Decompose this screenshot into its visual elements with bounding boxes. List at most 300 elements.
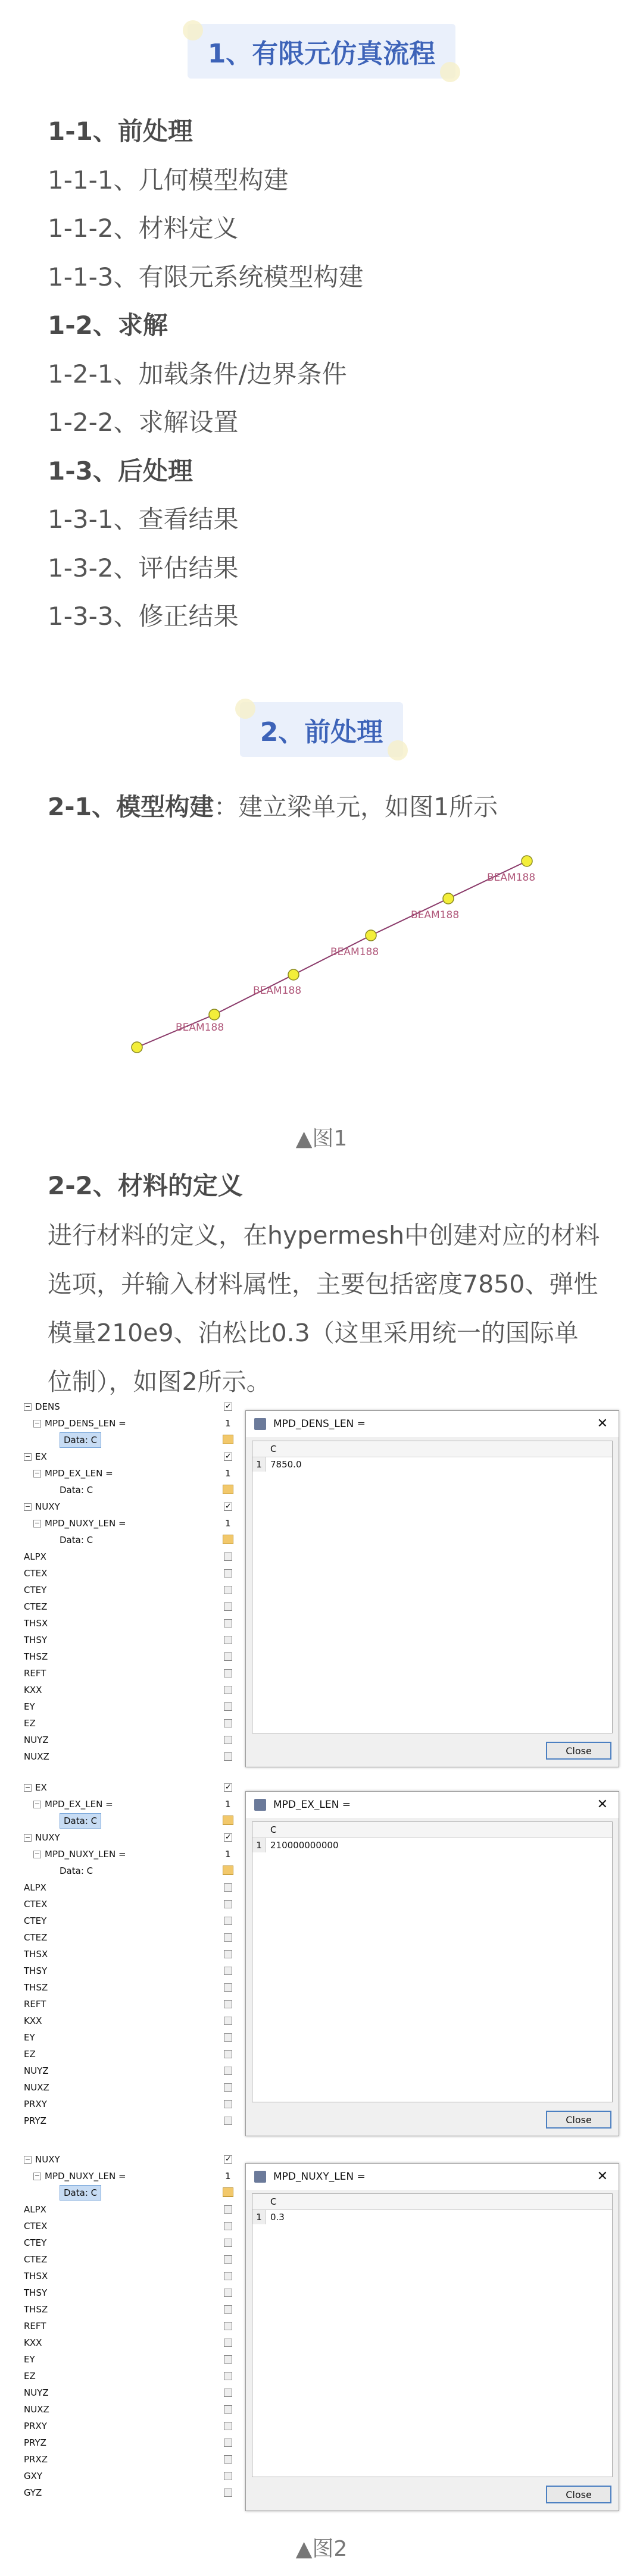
table-icon xyxy=(254,2171,266,2183)
material-heading: 2-2、材料的定义 xyxy=(48,1171,243,1200)
column-header: C xyxy=(252,2194,612,2210)
tree-row-label xyxy=(24,1929,47,1946)
beam-element-label: BEAM188 xyxy=(487,872,536,884)
tree-label-text: EX xyxy=(35,1782,47,1793)
tree-label-text: Data: C xyxy=(64,2187,98,2198)
tree-label-text: PRXZ xyxy=(24,2454,48,2465)
tree-row[interactable] xyxy=(24,1748,244,1765)
tree-label-text: MPD_EX_LEN = xyxy=(45,1799,113,1810)
tree-label-text: THSZ xyxy=(24,1651,48,1662)
beam-node[interactable] xyxy=(132,1042,142,1053)
beam-node[interactable] xyxy=(522,856,532,866)
checkbox[interactable] xyxy=(224,2422,232,2430)
tree-label-text: MPD_NUXY_LEN = xyxy=(45,2171,126,2181)
tree-row-label xyxy=(24,1913,46,1929)
beam-node[interactable] xyxy=(288,969,299,980)
tree-label-text: CTEZ xyxy=(24,1601,48,1612)
tree-row-label xyxy=(60,1432,101,1448)
tree-row[interactable] xyxy=(24,1796,244,1813)
tree-row-label xyxy=(24,2218,47,2234)
beam-element-label: BEAM188 xyxy=(176,1022,224,1034)
tree-row[interactable] xyxy=(24,1465,244,1482)
table-edit-icon[interactable] xyxy=(223,2187,233,2197)
checkbox[interactable] xyxy=(224,1586,232,1594)
beam-node[interactable] xyxy=(209,1009,220,1020)
checkbox[interactable] xyxy=(224,1619,232,1627)
checkbox[interactable] xyxy=(224,1917,232,1925)
tree-row-label xyxy=(24,2079,49,2096)
grid-row[interactable] xyxy=(252,2210,612,2224)
cell-value[interactable]: 210000000000 xyxy=(270,1840,339,1851)
tree-label-text: PRYZ xyxy=(24,2437,46,2448)
tree-row-label xyxy=(24,1498,60,1515)
tree-row-label xyxy=(33,1796,113,1813)
material-paragraph: 进行材料的定义，在hypermesh中创建对应的材料选项，并输入材料属性，主要包括密度7850、弹性模量210e9、泊松比0.3（这里采用统一的国际单位制），如图2所示。 xyxy=(48,1221,600,1396)
tree-label-text: KXX xyxy=(24,2337,42,2348)
tree-row-label xyxy=(24,2401,49,2418)
tree-row-label xyxy=(24,2112,46,2129)
tree-row-label xyxy=(24,1946,48,1962)
data-dialog xyxy=(245,1410,619,1767)
tree-row[interactable] xyxy=(24,1582,244,1598)
checkbox[interactable] xyxy=(224,2222,232,2230)
tree-row[interactable] xyxy=(24,2284,244,2301)
tree-label-text: Data: C xyxy=(64,1816,98,1826)
tree-label-text: MPD_DENS_LEN = xyxy=(45,1418,126,1429)
tree-label-text: ALPX xyxy=(24,1551,46,1562)
tree-row[interactable] xyxy=(24,1532,244,1548)
tree-row-label xyxy=(24,1598,47,1615)
figure1-caption: ▲图1 xyxy=(295,1126,348,1151)
tree-row[interactable] xyxy=(24,1615,244,1632)
tree-row[interactable] xyxy=(24,1482,244,1498)
tree-row-label xyxy=(60,1813,101,1829)
tree-label-text: KXX xyxy=(24,2015,42,2026)
tree-row[interactable] xyxy=(24,1896,244,1913)
checkbox[interactable] xyxy=(224,1950,232,1958)
tree-label-text: EZ xyxy=(24,2371,36,2381)
table-edit-icon[interactable] xyxy=(223,1816,233,1825)
figure2-caption: ▲图2 xyxy=(295,2537,348,2561)
tree-row[interactable] xyxy=(24,2012,244,2029)
tree-row-label xyxy=(33,1515,126,1532)
toc-item: 1-1-2、材料定义 xyxy=(48,214,239,243)
length-value: 1 xyxy=(225,2171,231,2181)
tree-row-label xyxy=(33,2168,126,2184)
tree-row-label xyxy=(24,2151,60,2168)
tree-label-text: NUXZ xyxy=(24,2404,49,2415)
close-icon[interactable]: ✕ xyxy=(597,1416,608,1431)
checkbox[interactable] xyxy=(224,2155,232,2164)
checkbox[interactable] xyxy=(224,1602,232,1611)
collapse-icon[interactable]: − xyxy=(34,1419,40,1427)
tree-label-text: Data: C xyxy=(60,1866,93,1876)
tree-row-label xyxy=(24,1548,46,1565)
close-button[interactable]: Close xyxy=(546,1742,611,1760)
tree-label-text: PRXY xyxy=(24,2099,47,2109)
tree-row[interactable] xyxy=(24,2368,244,2384)
tree-row[interactable] xyxy=(24,1682,244,1698)
table-edit-icon[interactable] xyxy=(223,1535,233,1544)
tree-label-text: NUYZ xyxy=(24,2387,49,2398)
tree-row[interactable] xyxy=(24,2434,244,2451)
tree-row-label xyxy=(24,1565,47,1582)
tree-row[interactable] xyxy=(24,2468,244,2484)
checkbox[interactable] xyxy=(224,1652,232,1661)
tree-row-label xyxy=(60,1863,93,1879)
checkbox[interactable] xyxy=(224,2017,232,2025)
checkbox[interactable] xyxy=(224,1719,232,1727)
checkbox[interactable] xyxy=(224,2455,232,2464)
tree-row-label xyxy=(33,1846,126,1863)
column-header: C xyxy=(252,1822,612,1838)
tree-label-text: GYZ xyxy=(24,2487,42,2498)
tree-label-text: EY xyxy=(24,2354,35,2365)
data-dialog xyxy=(245,2163,619,2511)
tree-row-label xyxy=(24,1682,42,1698)
collapse-icon[interactable]: − xyxy=(34,2172,40,2180)
tree-row[interactable] xyxy=(24,1946,244,1962)
tree-row[interactable] xyxy=(24,1879,244,1896)
tree-row-label xyxy=(33,1465,113,1482)
tree-row[interactable] xyxy=(24,1598,244,1615)
tree-row[interactable] xyxy=(24,1979,244,1996)
tree-label-text: KXX xyxy=(24,1685,42,1695)
tree-row-label xyxy=(24,2334,42,2351)
tree-label-text: ALPX xyxy=(24,2204,46,2215)
checkbox[interactable] xyxy=(224,1752,232,1761)
tree-row[interactable] xyxy=(24,2201,244,2218)
checkbox[interactable] xyxy=(224,1933,232,1942)
toc-item: 1-1、前处理 xyxy=(48,117,193,146)
checkbox[interactable] xyxy=(224,2083,232,2092)
tree-row[interactable] xyxy=(24,1813,244,1829)
length-value: 1 xyxy=(225,1468,231,1479)
tree-row[interactable] xyxy=(24,1829,244,1846)
tree-row[interactable] xyxy=(24,1913,244,1929)
dialog-title: MPD_NUXY_LEN = xyxy=(273,2171,366,2183)
row-number: 1 xyxy=(252,1457,266,1472)
material-tree xyxy=(24,1779,244,2136)
tree-label-text: Data: C xyxy=(60,1535,93,1545)
length-value: 1 xyxy=(225,1418,231,1429)
tree-row[interactable] xyxy=(24,2062,244,2079)
tree-row[interactable] xyxy=(24,1498,244,1515)
tree-row[interactable] xyxy=(24,1715,244,1732)
tree-row-label xyxy=(24,1996,46,2012)
beam-node[interactable] xyxy=(443,893,454,904)
collapse-icon[interactable]: − xyxy=(24,1453,31,1460)
tree-row[interactable] xyxy=(24,2079,244,2096)
tree-row-label xyxy=(24,1979,48,1996)
tree-label-text: THSY xyxy=(24,2287,48,2298)
checkbox[interactable] xyxy=(224,1686,232,1694)
checkbox[interactable] xyxy=(224,1553,232,1561)
tree-row[interactable] xyxy=(24,2301,244,2318)
tree-row-label xyxy=(24,1896,47,1913)
tree-row[interactable] xyxy=(24,1448,244,1465)
tree-label-text: MPD_NUXY_LEN = xyxy=(45,1518,126,1529)
checkbox[interactable] xyxy=(224,1833,232,1842)
checkbox[interactable] xyxy=(224,2355,232,2364)
tree-label-text: Data: C xyxy=(64,1435,98,1445)
tree-row-label xyxy=(24,2234,46,2251)
tree-row-label xyxy=(24,1715,36,1732)
tree-row[interactable] xyxy=(24,2318,244,2334)
cell-value[interactable]: 7850.0 xyxy=(270,1459,302,1470)
checkbox[interactable] xyxy=(224,2289,232,2297)
toc-item: 1-3-3、修正结果 xyxy=(48,602,239,631)
tree-row[interactable] xyxy=(24,1698,244,1715)
tree-row-label xyxy=(24,2468,42,2484)
tree-label-text: CTEY xyxy=(24,1585,47,1595)
tree-row-label xyxy=(24,1665,46,1682)
tree-label-text: THSY xyxy=(24,1965,48,1976)
data-dialog xyxy=(245,1791,619,2136)
tree-row[interactable] xyxy=(24,2046,244,2062)
dialog-title: MPD_DENS_LEN = xyxy=(273,1418,366,1430)
checkbox[interactable] xyxy=(224,1967,232,1975)
tree-row-label xyxy=(24,2301,48,2318)
row-number: 1 xyxy=(252,2210,266,2224)
data-grid xyxy=(252,2193,613,2477)
dialog-titlebar xyxy=(246,2164,619,2190)
tree-row[interactable] xyxy=(24,2151,244,2168)
tree-row[interactable] xyxy=(24,2484,244,2501)
checkbox[interactable] xyxy=(224,2305,232,2314)
checkbox[interactable] xyxy=(224,2372,232,2380)
checkbox[interactable] xyxy=(224,1453,232,1461)
tree-row[interactable] xyxy=(24,1432,244,1448)
tree-label-text: REFT xyxy=(24,1668,46,1679)
checkbox[interactable] xyxy=(224,1569,232,1577)
checkbox[interactable] xyxy=(224,2205,232,2214)
close-button[interactable]: Close xyxy=(546,2111,611,2129)
close-icon[interactable]: ✕ xyxy=(597,2169,608,2184)
section1-title xyxy=(0,24,643,79)
tree-label-text: DENS xyxy=(35,1401,60,1412)
tree-row-label xyxy=(24,1648,48,1665)
toc-item: 1-2、求解 xyxy=(48,311,168,340)
collapse-icon[interactable]: − xyxy=(24,1403,31,1410)
tree-row[interactable] xyxy=(24,1665,244,1682)
tree-row-label xyxy=(24,2012,42,2029)
length-value: 1 xyxy=(225,1849,231,1860)
checkbox[interactable] xyxy=(224,1983,232,1992)
table-icon xyxy=(254,1418,266,1430)
checkbox[interactable] xyxy=(224,2472,232,2480)
tree-row-label xyxy=(24,2201,46,2218)
tree-row[interactable] xyxy=(24,1962,244,1979)
checkbox[interactable] xyxy=(224,2405,232,2414)
tree-label-text: NUXY xyxy=(35,1501,60,1512)
checkbox[interactable] xyxy=(224,1503,232,1511)
tree-row[interactable] xyxy=(24,2384,244,2401)
tree-row-label xyxy=(60,2185,101,2201)
tree-label-text: CTEX xyxy=(24,1568,48,1579)
hypermesh-panel-nuxy xyxy=(24,2151,619,2511)
collapse-icon[interactable]: − xyxy=(24,1503,31,1510)
tree-label-text: CTEY xyxy=(24,1915,47,1926)
table-edit-icon[interactable] xyxy=(223,1485,233,1494)
dialog-titlebar xyxy=(246,1792,619,1818)
tree-label-text: ALPX xyxy=(24,1882,46,1893)
tree-row[interactable] xyxy=(24,1648,244,1665)
tree-row-label xyxy=(24,2484,42,2501)
tree-row-label xyxy=(24,1448,47,1465)
data-grid xyxy=(252,1441,613,1733)
tree-label-text: REFT xyxy=(24,1999,46,2010)
tree-row[interactable] xyxy=(24,2351,244,2368)
tree-row-label xyxy=(24,2434,46,2451)
checkbox[interactable] xyxy=(224,1783,232,1792)
tree-row-label xyxy=(24,1732,49,1748)
collapse-icon[interactable]: − xyxy=(34,1850,40,1858)
tree-row[interactable] xyxy=(24,1632,244,1648)
tree-row-label xyxy=(24,1962,47,1979)
collapse-icon[interactable]: − xyxy=(24,1783,31,1791)
tree-row-label xyxy=(24,2351,35,2368)
checkbox[interactable] xyxy=(224,1403,232,1411)
tree-row[interactable] xyxy=(24,2401,244,2418)
tree-row[interactable] xyxy=(24,2184,244,2201)
tree-row[interactable] xyxy=(24,2251,244,2268)
tree-label-text: THSX xyxy=(24,2271,48,2281)
tree-label-text: THSX xyxy=(24,1949,48,1960)
checkbox[interactable] xyxy=(224,2339,232,2347)
checkbox[interactable] xyxy=(224,2050,232,2058)
tree-row-label xyxy=(60,1482,93,1498)
tree-label-text: MPD_EX_LEN = xyxy=(45,1468,113,1479)
tree-label-text: Data: C xyxy=(60,1485,93,1495)
tree-row[interactable] xyxy=(24,2451,244,2468)
tree-row[interactable] xyxy=(24,1415,244,1432)
checkbox[interactable] xyxy=(224,2033,232,2042)
tree-row[interactable] xyxy=(24,2029,244,2046)
tree-row-label xyxy=(24,1632,47,1648)
checkbox[interactable] xyxy=(224,2439,232,2447)
table-edit-icon[interactable] xyxy=(223,1866,233,1875)
tree-row-label xyxy=(24,1615,48,1632)
tree-label-text: PRXY xyxy=(24,2421,47,2431)
column-header: C xyxy=(252,1441,612,1457)
tree-row[interactable] xyxy=(24,1846,244,1863)
checkbox[interactable] xyxy=(224,2272,232,2280)
grid-row[interactable] xyxy=(252,1457,612,1472)
dialog-titlebar xyxy=(246,1411,619,1437)
toc-item: 1-1-1、几何模型构建 xyxy=(48,165,289,195)
tree-row[interactable] xyxy=(24,2096,244,2112)
cell-value[interactable]: 0.3 xyxy=(270,2212,285,2223)
tree-label-text: NUYZ xyxy=(24,2065,49,2076)
checkbox[interactable] xyxy=(224,2100,232,2108)
tree-label-text: THSY xyxy=(24,1635,48,1645)
tree-label-text: EZ xyxy=(24,2049,36,2059)
checkbox[interactable] xyxy=(224,1883,232,1892)
tree-row[interactable] xyxy=(24,1779,244,1796)
hypermesh-panel-dens xyxy=(24,1398,619,1767)
collapse-icon[interactable]: − xyxy=(34,1800,40,1808)
tree-row[interactable] xyxy=(24,1929,244,1946)
row-number: 1 xyxy=(252,1838,266,1852)
collapse-icon[interactable]: − xyxy=(34,1519,40,1527)
tree-label-text: MPD_NUXY_LEN = xyxy=(45,1849,126,1860)
collapse-icon[interactable]: − xyxy=(24,2155,31,2163)
toc-item: 1-1-3、有限元系统模型构建 xyxy=(48,262,364,292)
close-icon[interactable]: ✕ xyxy=(597,1797,608,1812)
tree-row[interactable] xyxy=(24,2334,244,2351)
tree-row-label xyxy=(24,2251,47,2268)
length-value: 1 xyxy=(225,1799,231,1810)
collapse-icon[interactable]: − xyxy=(34,1469,40,1477)
checkbox[interactable] xyxy=(224,2000,232,2008)
checkbox[interactable] xyxy=(224,2255,232,2264)
grid-row[interactable] xyxy=(252,1838,612,1852)
tree-row-label xyxy=(60,1532,93,1548)
model-paragraph xyxy=(48,782,601,831)
tree-label-text: NUXY xyxy=(35,2154,60,2165)
hypermesh-panel-ex xyxy=(24,1779,619,2136)
tree-row-label xyxy=(24,2096,47,2112)
tree-label-text: CTEZ xyxy=(24,1932,48,1943)
tree-row[interactable] xyxy=(24,1548,244,1565)
checkbox[interactable] xyxy=(224,1702,232,1711)
tree-row[interactable] xyxy=(24,2218,244,2234)
tree-row[interactable] xyxy=(24,1863,244,1879)
beam-element-label: BEAM188 xyxy=(253,985,302,997)
tree-row-label xyxy=(24,2384,49,2401)
tree-row[interactable] xyxy=(24,2268,244,2284)
tree-row-label xyxy=(24,1829,60,1846)
tree-row[interactable] xyxy=(24,2418,244,2434)
tree-label-text: EY xyxy=(24,2032,35,2043)
tree-row[interactable] xyxy=(24,1732,244,1748)
checkbox[interactable] xyxy=(224,2067,232,2075)
table-edit-icon[interactable] xyxy=(223,1435,233,1444)
toc-list xyxy=(48,107,607,641)
beam-node[interactable] xyxy=(366,930,376,941)
tree-row[interactable] xyxy=(24,2168,244,2184)
checkbox[interactable] xyxy=(224,2389,232,2397)
checkbox[interactable] xyxy=(224,1736,232,1744)
tree-row[interactable] xyxy=(24,1398,244,1415)
checkbox[interactable] xyxy=(224,2322,232,2330)
tree-row[interactable] xyxy=(24,1996,244,2012)
tree-label-text: THSZ xyxy=(24,2304,48,2315)
tree-row[interactable] xyxy=(24,2112,244,2129)
length-value: 1 xyxy=(225,1518,231,1529)
checkbox[interactable] xyxy=(224,2117,232,2125)
tree-row[interactable] xyxy=(24,1565,244,1582)
tree-row[interactable] xyxy=(24,1515,244,1532)
checkbox[interactable] xyxy=(224,2239,232,2247)
tree-label-text: EX xyxy=(35,1451,47,1462)
table-icon xyxy=(254,1799,266,1811)
tree-row-label xyxy=(24,1582,46,1598)
tree-row[interactable] xyxy=(24,2234,244,2251)
checkbox[interactable] xyxy=(224,1636,232,1644)
checkbox[interactable] xyxy=(224,1669,232,1677)
checkbox[interactable] xyxy=(224,2489,232,2497)
tree-row-label xyxy=(24,2062,49,2079)
material-tree xyxy=(24,1398,244,1767)
collapse-icon[interactable]: − xyxy=(24,1833,31,1841)
checkbox[interactable] xyxy=(224,1900,232,1908)
data-grid xyxy=(252,1821,613,2102)
dialog-title: MPD_EX_LEN = xyxy=(273,1799,351,1811)
close-button[interactable]: Close xyxy=(546,2486,611,2503)
tree-row-label xyxy=(33,1415,126,1432)
